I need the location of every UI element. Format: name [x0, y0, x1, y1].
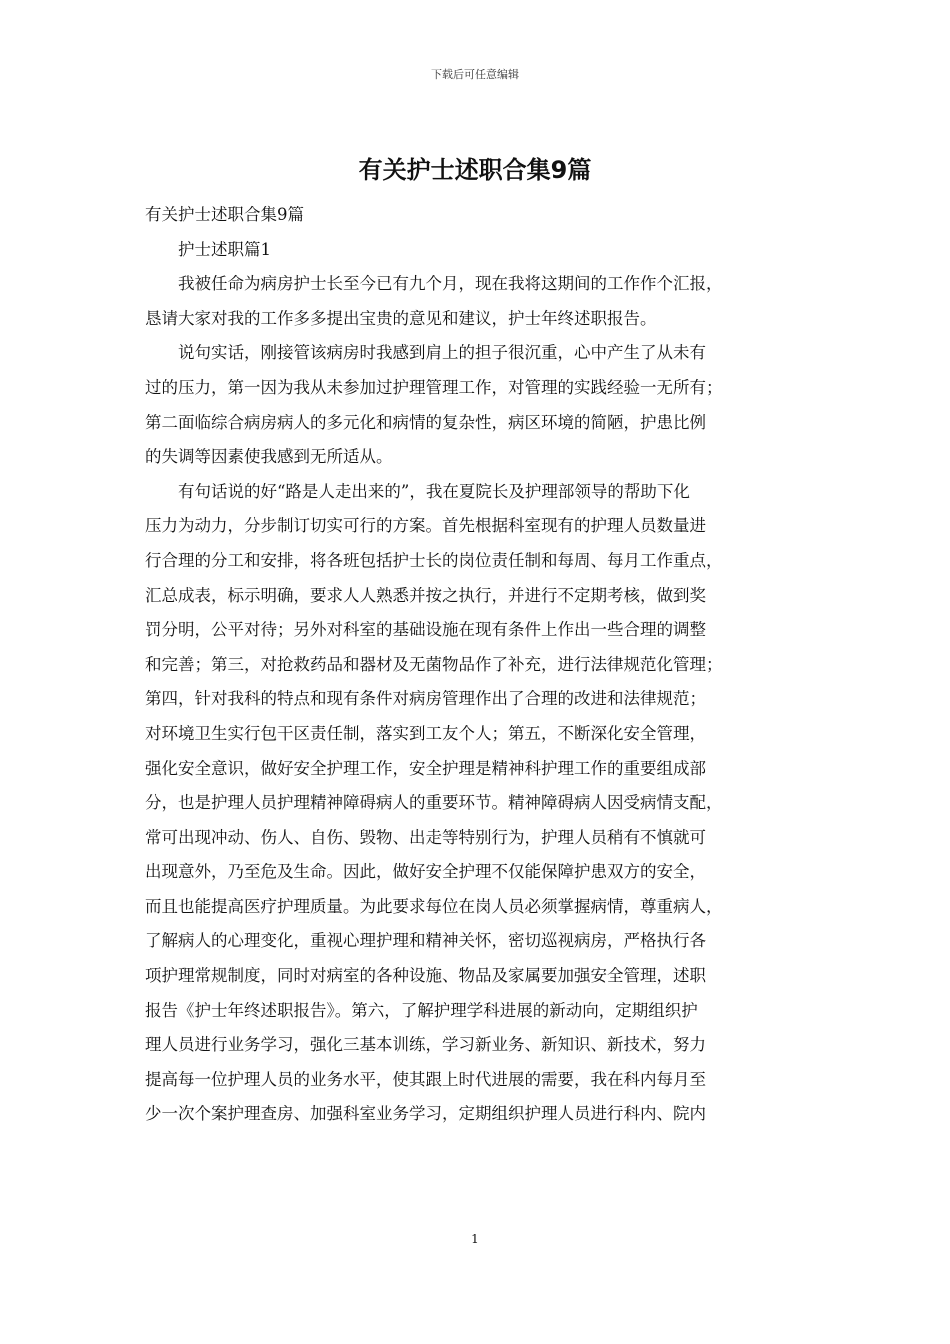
text-line: 而且也能提高医疗护理质量。为此要求每位在岗人员必须掌握病情，尊重病人， [145, 896, 723, 916]
text-line: 理人员进行业务学习，强化三基本训练，学习新业务、新知识、新技术，努力 [145, 1035, 706, 1055]
text-line: 强化安全意识，做好安全护理工作，安全护理是精神科护理工作的重要组成部 [145, 758, 706, 778]
text-line: 汇总成表，标示明确，要求人人熟悉并按之执行，并进行不定期考核，做到奖 [145, 585, 706, 605]
text-line: 有句话说的好“路是人走出来的”，我在夏院长及护理部领导的帮助下化 [145, 481, 690, 501]
text-line: 压力为动力，分步制订切实可行的方案。首先根据科室现有的护理人员数量进 [145, 516, 706, 536]
text-line: 分，也是护理人员护理精神障碍病人的重要环节。精神障碍病人因受病情支配， [145, 793, 723, 813]
text-line: 出现意外，乃至危及生命。因此，做好安全护理不仅能保障护患双方的安全， [145, 862, 706, 882]
text-line: 了解病人的心理变化，重视心理护理和精神关怀，密切巡视病房，严格执行各 [145, 931, 706, 951]
text-line: 说句实话，刚接管该病房时我感到肩上的担子很沉重，心中产生了从未有 [145, 343, 706, 363]
text-line: 行合理的分工和安排，将各班包括护士长的岗位责任制和每周、每月工作重点， [145, 550, 723, 570]
text-line: 少一次个案护理查房、加强科室业务学习，定期组织护理人员进行科内、院内 [145, 1104, 706, 1124]
text-line: 恳请大家对我的工作多多提出宝贵的意见和建议，护士年终述职报告。 [145, 308, 657, 328]
text-line: 有关护士述职合集9篇 [145, 205, 304, 224]
text-line: 报告《护士年终述职报告》。第六，了解护理学科进展的新动向，定期组织护 [145, 1000, 698, 1020]
text-line: 护士述职篇1 [145, 239, 271, 259]
text-line: 对环境卫生实行包干区责任制，落实到工友个人；第五，不断深化安全管理， [145, 723, 706, 743]
text-line: 的失调等因素使我感到无所适从。 [145, 447, 393, 467]
text-line: 和完善；第三，对抢救药品和器材及无菌物品作了补充，进行法律规范化管理； [145, 654, 723, 674]
page-number: 1 [471, 1232, 479, 1246]
text-line: 我被任命为病房护士长至今已有九个月，现在我将这期间的工作作个汇报， [145, 274, 723, 294]
text-line: 项护理常规制度，同时对病室的各种设施、物品及家属要加强安全管理，述职 [145, 966, 706, 986]
text-line: 第二面临综合病房病人的多元化和病情的复杂性，病区环境的简陋，护患比例 [145, 412, 706, 432]
document-title: 有关护士述职合集9篇 [358, 156, 592, 184]
text-line: 常可出现冲动、伤人、自伤、毁物、出走等特别行为，护理人员稍有不慎就可 [145, 827, 706, 847]
page-header-note: 下载后可任意编辑 [431, 68, 519, 81]
text-line: 罚分明，公平对待；另外对科室的基础设施在现有条件上作出一些合理的调整 [145, 620, 706, 640]
text-line: 提高每一位护理人员的业务水平，使其跟上时代进展的需要，我在科内每月至 [145, 1069, 706, 1089]
body-text [145, 198, 825, 1132]
text-line: 过的压力，第一因为我从未参加过护理管理工作，对管理的实践经验一无所有； [145, 377, 723, 397]
text-line: 第四，针对我科的特点和现有条件对病房管理作出了合理的改进和法律规范； [145, 689, 706, 709]
